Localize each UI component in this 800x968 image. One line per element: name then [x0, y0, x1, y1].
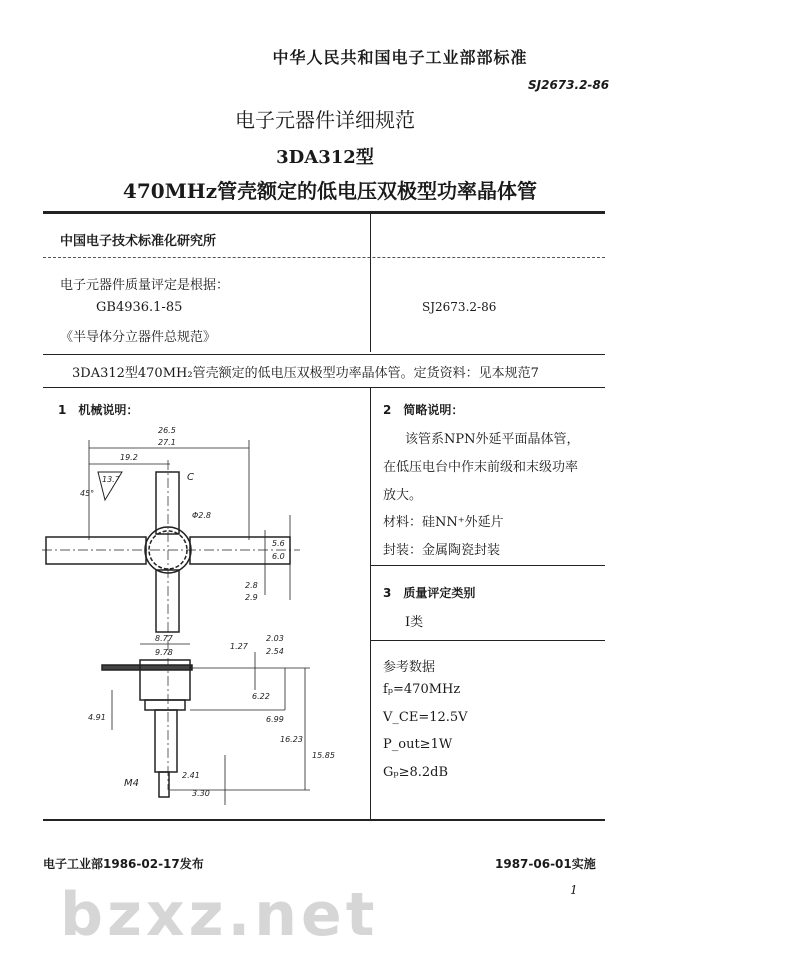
dim-label: 2.03 [266, 634, 284, 643]
standard-code: SJ2673.2-86 [528, 78, 610, 92]
table-dash [43, 257, 605, 258]
mechanical-drawing [40, 420, 370, 815]
package: 封装：金属陶瓷封装 [383, 543, 501, 558]
watermark: bzxz.net [60, 880, 379, 950]
dim-label: 15.85 [312, 751, 335, 760]
rule [371, 640, 605, 641]
description-line: 在低压电台中作末前级和末级功率 [383, 460, 579, 475]
spec-code: SJ2673.2-86 [422, 300, 497, 314]
dim-label: 8.77 [155, 634, 173, 643]
ref-power: P_out≥1W [383, 737, 453, 752]
dim-label: 2.41 [182, 771, 200, 780]
institute: 中国电子技术标准化研究所 [60, 234, 217, 249]
dim-label: 2.8 [245, 581, 258, 590]
dim-label: 4.91 [88, 713, 106, 722]
section3-heading: 3 质量评定类别 [383, 586, 476, 600]
rule [43, 354, 605, 355]
dim-label: Φ2.8 [192, 511, 212, 520]
description-line: 放大。 [383, 488, 423, 503]
section2-heading: 2 简略说明： [383, 403, 464, 417]
dim-label: 19.2 [120, 453, 138, 462]
effective-date: 1987-06-01实施 [495, 857, 596, 871]
description-line: 该管系NPN外延平面晶体管， [405, 432, 580, 447]
doc-title-1: 电子元器件详细规范 [235, 108, 415, 132]
issuing-org: 中华人民共和国电子工业部部标准 [272, 48, 528, 67]
dim-label: 6.99 [266, 715, 284, 724]
reference-heading: 参考数据 [383, 660, 436, 675]
dim-label: 2.54 [266, 647, 284, 656]
dim-label: 2.9 [245, 593, 258, 602]
rule [43, 387, 605, 388]
column-divider [370, 388, 371, 820]
section1-heading: 1 机械说明： [58, 403, 139, 417]
dim-label: 6.0 [272, 552, 285, 561]
dim-label: 3.30 [192, 789, 210, 798]
dim-label: 5.6 [272, 539, 285, 548]
ref-frequency: fₚ=470MHz [383, 682, 461, 697]
doc-title-3: 470MHz管壳额定的低电压双极型功率晶体管 [122, 179, 538, 203]
basis-name: 《半导体分立器件总规范》 [60, 330, 217, 345]
dim-label: 27.1 [158, 438, 176, 447]
bottom-rule [43, 819, 605, 821]
basis-label: 电子元器件质量评定是根据： [60, 278, 230, 293]
dim-label: C [187, 472, 194, 483]
dim-label: 9.78 [155, 648, 173, 657]
rule [371, 565, 605, 566]
doc-title-2: 3DA312型 [276, 147, 374, 168]
ref-gain: Gₚ≥8.2dB [383, 765, 449, 780]
ref-voltage: V_CE=12.5V [383, 710, 468, 725]
page-number: 1 [570, 883, 578, 897]
dim-label: 45° [80, 489, 95, 498]
basis-standard: GB4936.1-85 [96, 300, 183, 315]
transistor-outline [42, 460, 300, 797]
table-divider [370, 214, 371, 352]
material: 材料：硅NN⁺外延片 [383, 515, 504, 530]
dim-label: 13.7 [102, 475, 120, 484]
dimension-lines [89, 440, 310, 805]
dim-label: 26.5 [158, 426, 176, 435]
dim-label: 16.23 [280, 735, 303, 744]
category: Ⅰ类 [405, 615, 424, 630]
dim-label: 1.27 [230, 642, 248, 651]
dim-label: M4 [124, 778, 139, 789]
dim-label: 6.22 [252, 692, 270, 701]
summary: 3DA312型470MH₂管壳额定的低电压双极型功率晶体管。定货资料：见本规范7 [72, 366, 539, 381]
top-rule [43, 211, 605, 214]
issue-date: 电子工业部1986-02-17发布 [43, 857, 204, 871]
